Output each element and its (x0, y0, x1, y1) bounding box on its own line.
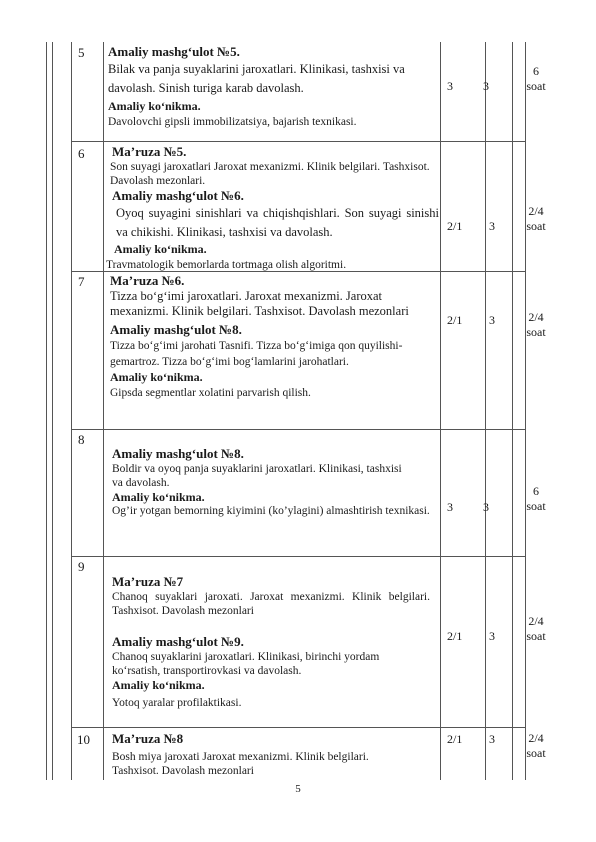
skill-heading: Amaliy ko‘nikma. (110, 370, 203, 384)
section-text: Chanoq suyaklari jaroxati. Jaroxat mexanizmi. Klinik belgilari. Tashxisot. Davolash mezonlari (112, 591, 430, 617)
section-text: Tizza bo‘g‘imi jaroxatlari. Jaroxat mexanizmi. Jaroxat mexanizmi. Klinik belgilari. Tashxisot. Davolash mezonlari (110, 289, 409, 318)
value-col-b: 3 (489, 732, 495, 746)
skill-heading: Amaliy ko‘nikma. (108, 99, 201, 113)
hours-value: 2/4 soat (526, 614, 546, 643)
value-col-b: 3 (483, 79, 489, 93)
column-divider-number (71, 42, 72, 780)
section-heading: Amaliy mashg‘ulot №9. (112, 634, 244, 649)
hours-value: 2/4 soat (526, 204, 546, 233)
section-heading: Amaliy mashg‘ulot №8. (112, 446, 244, 461)
value-col-a: 2/1 (447, 219, 463, 233)
row-topic (112, 731, 441, 778)
column-divider-hours (512, 42, 513, 780)
row-number: 10 (77, 732, 90, 747)
column-divider-col-a (440, 42, 441, 780)
section-heading: Ma’ruza №6. (110, 273, 185, 288)
row-divider (71, 429, 526, 430)
column-divider-col-b (485, 42, 486, 780)
section-text: Bilak va panja suyaklarini jaroxatlari. Klinikasi, tashxisi va davolash. Sinish turiga karab davolash. (108, 62, 405, 95)
section-text: Davolovchi gipsli immobilizatsiya, bajarish texnikasi. (108, 116, 357, 128)
value-col-b: 3 (489, 313, 495, 327)
skill-heading: Amaliy ko‘nikma. (114, 242, 207, 256)
row-number: 9 (78, 559, 85, 574)
table-border-left-outer (46, 42, 47, 780)
section-text: Oyoq suyagini sinishlari va chiqishqishlari. Son suyagi sinishi va chikishi. Klinikasi, tashxisi va davolash. (116, 206, 439, 239)
section-text: Son suyagi jaroxatlari Jaroxat mexanizmi. Klinik belgilari. Tashxisot. Davolash mezonlari. (110, 161, 430, 187)
row-number: 6 (78, 146, 85, 161)
value-col-a: 2/1 (447, 732, 463, 746)
section-text: Boldir va oyoq panja suyaklarini jaroxatlari. Klinikasi, tashxisi va davolash. (112, 463, 402, 489)
section-text: Travmatologik bemorlarda tortmaga olish algoritmi. (106, 259, 347, 271)
section-heading: Ma’ruza №7 (112, 574, 184, 589)
section-text: Yotoq yaralar profilaktikasi. (112, 697, 242, 709)
hours-value: 6 soat (526, 484, 546, 513)
section-text: Og’ir yotgan bemorning kiyimini (ko’ylagini) almashtirish texnikasi. (112, 505, 430, 517)
section-text: Bosh miya jaroxati Jaroxat mexanizmi. Klinik belgilari. Tashxisot. Davolash mezonlari (112, 751, 369, 777)
section-heading: Amaliy mashg‘ulot №8. (110, 322, 242, 337)
row-topic (108, 44, 437, 129)
row-topic (110, 273, 439, 400)
row-number: 8 (78, 432, 85, 447)
value-col-b: 3 (489, 629, 495, 643)
row-topic (112, 574, 430, 710)
row-divider (71, 727, 526, 728)
hours-value: 6 soat (526, 64, 546, 93)
section-text: Tizza bo‘g‘imi jarohati Tasnifi. Tizza bo‘g‘imiga qon quyilishi-gemartroz. Tizza bo‘g‘imi bog‘lamlarini jarohatlari. (110, 340, 403, 368)
section-text: Gipsda segmentlar xolatini parvarish qilish. (110, 387, 311, 399)
column-divider-topic (103, 42, 104, 780)
row-topic (106, 144, 439, 272)
value-col-b: 3 (489, 219, 495, 233)
hours-value: 2/4 soat (526, 310, 546, 339)
row-topic (112, 446, 441, 518)
row-divider (71, 141, 526, 142)
row-divider (71, 556, 526, 557)
value-col-a: 2/1 (447, 629, 463, 643)
section-heading: Ma’ruza №5. (112, 144, 187, 159)
hours-value: 2/4 soat (526, 731, 546, 760)
section-text: Chanoq suyaklarini jaroxatlari. Klinikasi, birinchi yordam ko‘rsatish, transportirovkasi va davolash. (112, 651, 380, 677)
table-border-right (525, 42, 526, 780)
row-number: 7 (78, 274, 85, 289)
table-border-left-inner (52, 42, 53, 780)
skill-heading: Amaliy ko‘nikma. (112, 490, 205, 504)
section-heading: Amaliy mashg‘ulot №6. (112, 188, 244, 203)
row-number: 5 (78, 45, 85, 60)
page-number: 5 (295, 783, 301, 795)
value-col-a: 3 (447, 500, 453, 514)
skill-heading: Amaliy ko‘nikma. (112, 678, 205, 692)
section-heading: Amaliy mashg‘ulot №5. (108, 44, 240, 59)
value-col-a: 3 (447, 79, 453, 93)
value-col-b: 3 (483, 500, 489, 514)
section-heading: Ma’ruza №8 (112, 731, 184, 746)
value-col-a: 2/1 (447, 313, 463, 327)
